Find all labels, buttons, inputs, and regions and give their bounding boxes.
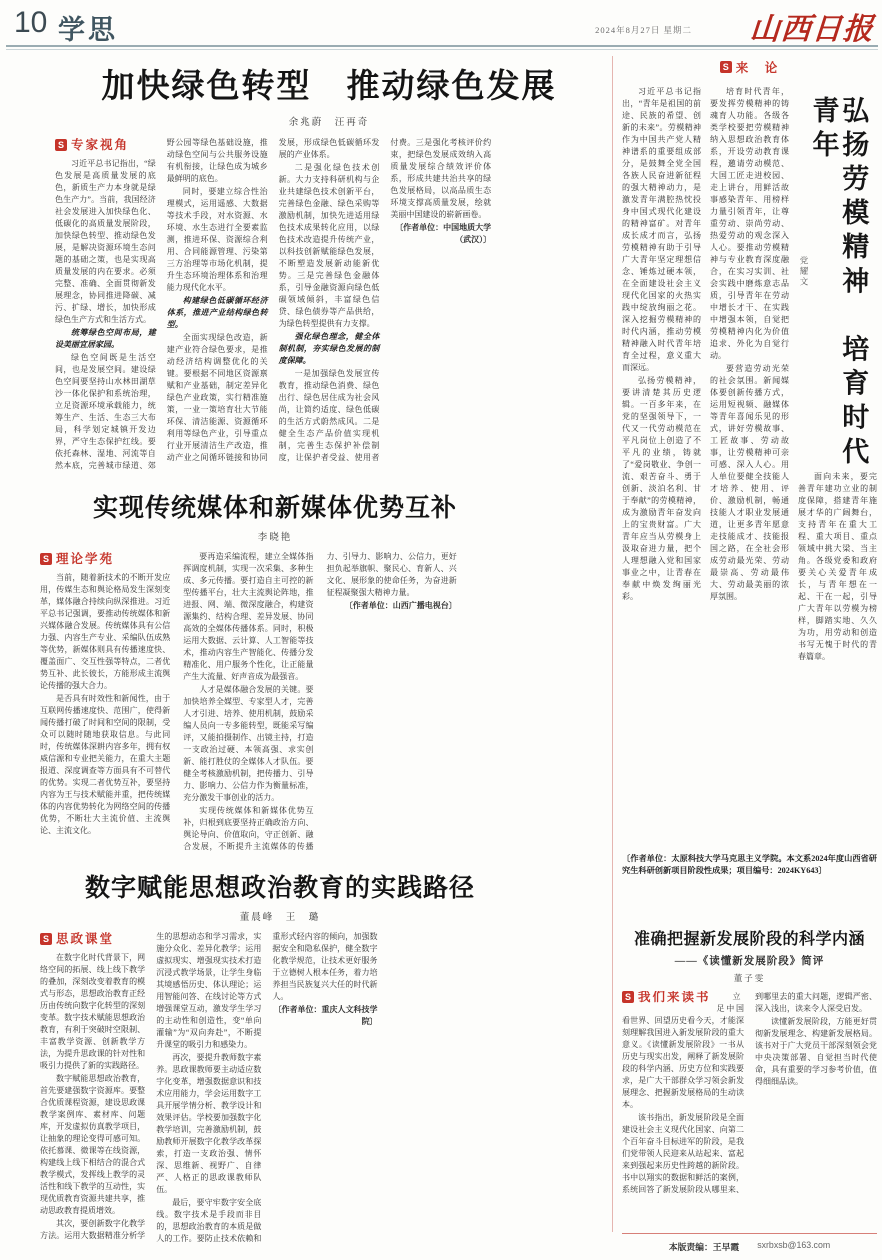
issue-date: 2024年8月27日 星期二	[595, 25, 692, 35]
column-divider	[612, 56, 613, 1232]
vertical-headline-wrap	[798, 86, 877, 471]
paragraph: 培育时代青年，要发挥劳模精神的铸魂育人功能。各级各类学校要把劳模精神纳入思想政治教育体系，开设劳动教育课程，邀请劳动模范、大国工匠走进校园、走上讲台，用鲜活故事感染青年、用榜样力量引领青年，让尊重劳动、崇尚劳动、热爱劳动的观念深入人心。要推动劳模精神与专业教育深度融合，在实习实训、社会实践中磨炼意志品质，引导青年在劳动中增长才干、在实践中增强本领，自觉把劳模精神内化为价值追求、外化为自觉行动。	[710, 87, 789, 360]
paragraph: 是否具有时效性和新闻性，由于互联网传播速度快、范围广，使得新闻传播打破了时间和空间的限制，受众可以随时随地获取信息。与此同时，传统媒体深耕内容多年，拥有权威信源和专业把关能力，在重大主题报道、深度调查等方面具有不可替代的优势。实现二者优势互补，要坚持内容为王与技术赋能并重，把传统媒体的内容优势转化为网络空间的传播优势，不断壮大主流价值、主流舆论、主流文化。	[40, 694, 171, 835]
paragraph: 绿色空间既是生活空间，也是发展空间。建设绿色空间要坚持山水林田湖草沙一体化保护和系统治理，立足资源环境承载能力，统筹生产、生活、生态三大布局，科学划定城镇开发边界，严守生态保护红线。要依托森林、湿地、河流等自然本底，完善城市绿道、郊野公园等绿色基础设施，推动绿色空间与公共服务设施有机衔接，让绿色成为城乡最鲜明的底色。	[55, 138, 268, 470]
section-badge-icon: S	[55, 139, 67, 151]
paragraph: 构建绿色低碳循环经济体系，推进产业结构绿色转型。	[166, 296, 268, 329]
article-byline: 李晓艳	[257, 533, 293, 543]
article-book-review	[622, 924, 877, 1230]
review-title: 准确把握新发展阶段的科学内涵	[633, 931, 865, 948]
article-laborer-spirit	[622, 56, 877, 918]
section-label-reading	[622, 991, 711, 1003]
paragraph: 人才是媒体融合发展的关键。要加快培养全媒型、专家型人才，完善人才引进、培养、使用机制，鼓励采编人员向一专多能转型，既能采写编评，又能拍摄制作、出镜主持，打造一支政治过硬、本领高强、求实创新、能打胜仗的全媒体人才队伍。要健全考核激励机制，把传播力、引导力、影响力、公信力作为衡量标准，充分激发干事创业的活力。	[183, 685, 314, 802]
paragraph: 弘扬劳模精神，要讲清楚其历史逻辑。一百多年来，在党的坚强领导下，一代又一代劳动模范在平凡岗位上创造了不平凡的业绩，铸就了“爱岗敬业、争创一流、艰苦奋斗、勇于创新、淡泊名利、甘于奉献”的劳模精神，成为激励青年奋发向上的宝贵财富。广大青年应当从劳模身上汲取奋进力量，把个人理想融入党和国家事业之中，让青春在奉献中焕发绚丽光彩。	[622, 376, 701, 601]
section-title: 学思	[58, 15, 118, 45]
footer	[622, 1240, 877, 1253]
paragraph: 数字赋能思想政治教育，首先要建强数字资源库。要整合优质课程资源，建设思政课教学案例库、素材库、问题库，开发虚拟仿真教学项目，让抽象的理论变得可感可知。依托慕课、微课等在线资源，构建线上线下相结合的混合式教学模式，发挥线上教学的灵活性和线下教学的互动性，实现优质教育资源共建共享，推动思政教育提质增效。	[40, 1074, 146, 1215]
essay-author: 党耀文	[799, 256, 809, 288]
essay-columns	[622, 86, 877, 848]
paragraph: 强化绿色理念，健全体制机制，夯实绿色发展的制度保障。	[278, 332, 380, 365]
review-body	[622, 991, 877, 1219]
article-paragraphs	[55, 137, 491, 472]
paragraph: 全面实现绿色改造，新建产业符合绿色要求，是推动经济结构调整优化的关键。要根据不同地区资源禀赋和产业基础，制定差异化绿色产业政策，实行精准施策，一业一策培育壮大节能环保、清洁能源、资源循环利用等绿色产业，引导重点行业开展清洁生产改造，推动产业之间循环链接和协同发展，形成绿色低碳循环发展的产业体系。	[166, 138, 380, 462]
article-title: 加快绿色转型 推动绿色发展	[101, 69, 557, 105]
essay-column-2	[710, 86, 789, 848]
article-title: 实现传统媒体和新媒体优势互补	[92, 495, 457, 522]
essay-column-3-text	[798, 471, 877, 663]
article-body	[40, 931, 610, 1249]
paragraph: 习近平总书记指出，“青年是祖国的前途、民族的希望、创新的未来”。劳模精神作为中国共产党人精神谱系的重要组成部分，是鼓舞全党全国各族人民奋进新征程的强大精神动力，是激发青年满腔热忱投身中国式现代化建设的精神富矿。对青年成长成才而言，弘扬劳模精神有助于引导广大青年坚定理想信念、锤炼过硬本领，在全面建设社会主义现代化国家的火热实践中绽放绚丽之花。深入挖掘劳模精神的时代内涵，推动劳模精神融入时代青年培育全过程，意义重大而深远。	[622, 87, 701, 372]
header-rule	[6, 45, 878, 47]
section-badge-icon: S	[40, 933, 52, 945]
paragraph: 读懂新发展阶段，方能更好贯彻新发展理念、构建新发展格局。该书对于广大党员干部深刻领会党中央决策部署、自觉担当时代使命，具有重要的学习参考价值，值得细细品读。	[755, 1017, 877, 1086]
paragraph: 要再造采编流程，建立全媒体指挥调度机制，实现一次采集、多种生成、多元传播。要打造自主可控的新型传播平台，壮大主流舆论阵地，推进报、网、端、微深度融合，构建资源集约、结构合理、差异发展、协同高效的全媒体传播体系。同时，积极运用大数据、云计算、人工智能等技术，推动内容生产智能化、传播分发精准化、用户服务个性化，让正能量产生大流量、好声音成为最强音。	[183, 552, 314, 681]
paragraph: 二是强化绿色技术创新。大力支持科研机构与企业共建绿色技术创新平台，完善绿色金融、绿色采购等激励机制，加快先进适用绿色技术成果转化应用，以绿色技术改造提升传统产业，以科技创新赋能绿色发展，不断塑造发展新动能新优势。三是完善绿色金融体系，引导金融资源向绿色低碳领域倾斜，丰富绿色信贷、绿色债券等产品供给，为绿色转型提供有力支撑。	[278, 163, 380, 328]
article-digital-education	[40, 868, 610, 1258]
article-body	[40, 551, 600, 853]
section-label-theory	[40, 553, 170, 565]
review-paragraphs	[622, 991, 877, 1219]
article-byline: 董晨峰 王 璐	[239, 913, 321, 923]
section-label-text: 我们来读书	[638, 991, 711, 1004]
header-rule-light	[6, 49, 878, 50]
article-paragraphs	[40, 931, 378, 1249]
paragraph: 最后，要守牢数字安全底线。数字技术是手段而非目的，思想政治教育的本质是做人的工作。要防止技术依赖和重形式轻内容的倾向，加强数据安全和隐私保护，健全数字化教学规范，让技术更好服务于立德树人根本任务，着力培养担当民族复兴大任的时代新人。	[156, 932, 378, 1243]
paragraph: 习近平总书记指出，“绿色发展是高质量发展的底色，新质生产力本身就是绿色生产力”。当前，我国经济社会发展进入加快绿色化、低碳化的高质量发展阶段，加快绿色转型、推动绿色发展，是解决资源环境生态问题的基础之策，也是实现高质量发展的内在要求。必须完整、准确、全面贯彻新发展理念，协同推进降碳、减污、扩绿、增长，加快形成绿色生产方式和生活方式。	[55, 159, 156, 324]
essay-column-3	[798, 86, 877, 848]
essay-title-vertical: 弘扬劳模精神 培育时代青年	[808, 96, 869, 471]
section-label-text: 专家视角	[71, 138, 130, 152]
newspaper-masthead: 山西日报	[748, 13, 875, 46]
paragraph: 其次，要创新数字化教学方法。运用大数据精准分析学生的思想动态和学习需求，实施分众化、差异化教学；运用虚拟现实、增强现实技术打造沉浸式教学场景，让学生身临其境感悟历史、体认理论；运用智能问答、在线讨论等方式增强课堂互动，激发学生学习的主动性和创造性，变“单向灌输”为“双向奔赴”，不断提升课堂的吸引力和感染力。	[40, 932, 262, 1240]
section-badge-icon: S	[622, 991, 634, 1003]
paragraph: 同时，要建立综合性治理模式，运用遥感、大数据等技术手段，对水资源、水环境、水生态进行全要素监测，推进环保、资源综合利用、合同能源管理、污染第三方治理等市场化机制，提升生态环境治理体系和治理能力现代化水平。	[166, 187, 268, 292]
section-label-text: 思政课堂	[56, 932, 115, 946]
review-subtitle: ——《读懂新发展阶段》简评	[674, 956, 825, 967]
section-badge-icon: S	[40, 553, 52, 565]
footer-email: sxrbxsb@163.com	[757, 1240, 831, 1250]
section-label-sizheng	[40, 933, 145, 945]
paragraph: 再次，要提升教师数字素养。思政课教师要主动适应数字化变革，增强数据意识和技术应用能力，学会运用数字工具开展学情分析、教学设计和效果评估。学校要加强数字化教学培训，完善激励机制，鼓励教师开展数字化教学改革探索，打造一支政治强、情怀深、思维新、视野广、自律严、人格正的思政课教师队伍。	[156, 1053, 262, 1194]
paragraph: 统筹绿色空间布局，建设美丽宜居家园。	[55, 328, 156, 349]
essay-column-1	[622, 86, 701, 848]
paragraph: 当前，随着新技术的不断开发应用，传媒生态和舆论格局发生深刻变革，媒体融合持续向纵深推进。习近平总书记强调，要推动传统媒体和新兴媒体融合发展。传统媒体具有公信力强、内容生产专业、采编队伍成熟等优势，新媒体则具有传播速度快、覆盖面广、交互性强等特点，二者优势互补、此长彼长，方能形成主流舆论传播的强大合力。	[40, 573, 171, 690]
page-number: 10	[14, 6, 48, 39]
paragraph: 〔作者单位：山西广播电视台〕	[344, 601, 457, 610]
section-label-lailun	[622, 58, 877, 76]
review-byline: 董子雯	[733, 973, 766, 983]
headline-box	[40, 488, 510, 524]
paragraph: 在数字化时代背景下，网络空间的拓展、线上线下教学的叠加，深刻改变着教育的模式与形态，思想政治教育正经历由传统向数字化转型的深刻变革。数字技术赋能思想政治教育，有利于突破时空限制、丰富教学资源、创新教学方法，为提升思政课的针对性和吸引力提供了新的实践路径。	[40, 953, 146, 1070]
article-byline: 余兆蔚 汪再奇	[288, 118, 370, 128]
paragraph: 要营造劳动光荣的社会氛围。新闻媒体要创新传播方式，运用短视频、融媒体等青年喜闻乐见的形式，讲好劳模故事、工匠故事、劳动故事，让劳模精神可亲可感、深入人心。用人单位要健全技能人才培养、使用、评价、激励机制，畅通技能人才职业发展通道，让更多青年愿意走技能成才、技能报国之路，在全社会形成劳动最光荣、劳动最崇高、劳动最伟大、劳动最美丽的浓厚氛围。	[710, 364, 789, 601]
paragraph: 一是加强绿色发展宣传教育，推动绿色消费、绿色出行、绿色居住成为社会风尚，让简约适度、绿色低碳的生活方式蔚然成风。二是健全生态产品价值实现机制，完善生态保护补偿制度，让保护者受益、使用者付费。三是强化考核评价约束，把绿色发展成效纳入高质量发展综合绩效评价体系，形成共建共治共享的绿色发展格局，以高品质生态环境支撑高质量发展，绘就美丽中国建设的崭新画卷。	[278, 138, 492, 462]
essay-author-note: 〔作者单位：太原科技大学马克思主义学院。本文系2024年度山西省研究生科研创新项目阶段性成果；项目编号：2024KY643〕	[622, 854, 877, 875]
section-label-text: 理论学苑	[56, 552, 115, 566]
article-body	[55, 137, 603, 472]
paragraph: 〔作者单位：重庆人文科技学院〕	[273, 1005, 378, 1026]
footer-editor: 本版责编：王早霞	[668, 1242, 740, 1252]
paragraph: 〔作者单位：中国地质大学（武汉）〕	[395, 223, 492, 244]
article-paragraphs	[40, 551, 457, 853]
section-badge-icon: S	[720, 61, 732, 73]
section-label-text: 来 论	[735, 61, 780, 75]
article-media-integration	[40, 488, 600, 862]
article-green-development	[55, 56, 603, 484]
paragraph: 该书指出，新发展阶段是全面建设社会主义现代化国家、向第二个百年奋斗目标进军的阶段，是我们党带领人民迎来从站起来、富起来到强起来历史性跨越的新阶段。书中以翔实的数据和鲜活的案例，系统回答了新发展阶段从哪里来、到哪里去的重大问题，逻辑严密、深入浅出，读来令人深受启发。	[622, 992, 877, 1194]
section-label-expert	[55, 139, 156, 151]
paragraph: 实现传统媒体和新媒体优势互补，归根到底要坚持正确政治方向、舆论导向、价值取向，守正创新、融合发展，不断提升主流媒体的传播力、引导力、影响力、公信力，更好担负起举旗帜、聚民心、育新人、兴文化、展形象的使命任务，为奋进新征程凝聚强大精神力量。	[183, 552, 457, 851]
headline-box	[40, 868, 520, 904]
paragraph: 面向未来，要完善青年建功立业的制度保障，搭建青年施展才华的广阔舞台，支持青年在重大工程、重大项目、重点领域中挑大梁、当主角。各级党委和政府要关心关爱青年成长，与青年想在一起、干在一起，引导广大青年以劳模为榜样，脚踏实地、久久为功，用劳动和创造书写无愧于时代的青春篇章。	[798, 472, 877, 661]
footer-rule	[622, 1233, 877, 1234]
paragraph: 立足中国看世界、回望历史看今天，才能深刻理解我国进入新发展阶段的重大意义。《读懂新发展阶段》一书从历史与现实出发，阐释了新发展阶段的科学内涵、历史方位和实践要求，是广大干部群众学习领会新发展理念、把握新发展格局的生动读本。	[622, 992, 744, 1109]
article-title: 数字赋能思想政治教育的实践路径	[84, 875, 475, 902]
